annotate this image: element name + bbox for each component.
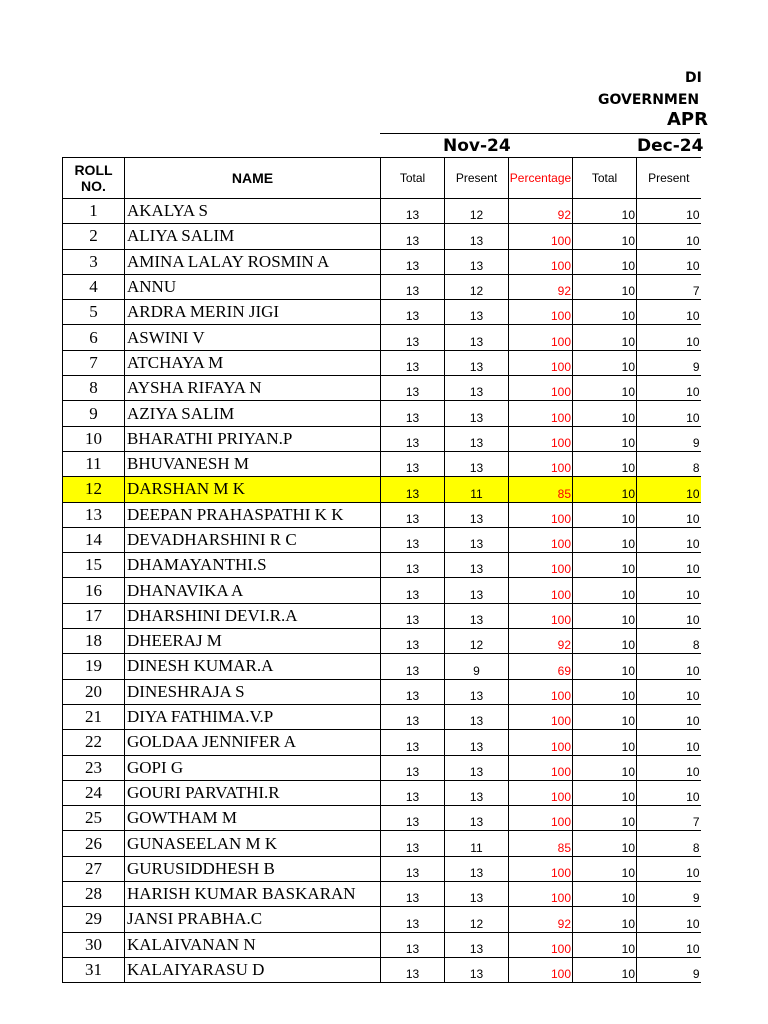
dec-present-cell: 9 bbox=[637, 426, 701, 451]
nov-percentage-cell: 100 bbox=[509, 679, 573, 704]
dec-present-cell: 10 bbox=[637, 553, 701, 578]
student-name-cell: ARDRA MERIN JIGI bbox=[125, 300, 381, 325]
nov-present-cell: 12 bbox=[445, 629, 509, 654]
student-name-cell: BHUVANESH M bbox=[125, 451, 381, 476]
roll-number-cell: 28 bbox=[63, 882, 125, 907]
nov-percentage-cell: 100 bbox=[509, 730, 573, 755]
nov-present-cell: 13 bbox=[445, 249, 509, 274]
table-row bbox=[63, 451, 701, 476]
nov-present-cell: 13 bbox=[445, 300, 509, 325]
nov-total-cell: 13 bbox=[381, 882, 445, 907]
dec-total-cell: 10 bbox=[573, 856, 637, 881]
table-row bbox=[63, 553, 701, 578]
roll-number-cell: 20 bbox=[63, 679, 125, 704]
dec-present-cell: 10 bbox=[637, 477, 701, 502]
dec-total-cell: 10 bbox=[573, 730, 637, 755]
nov-percentage-cell: 100 bbox=[509, 882, 573, 907]
nov-present-cell: 13 bbox=[445, 780, 509, 805]
dec-total-cell: 10 bbox=[573, 831, 637, 856]
dec-present-cell: 8 bbox=[637, 451, 701, 476]
roll-number-cell: 11 bbox=[63, 451, 125, 476]
student-name-cell: ATCHAYA M bbox=[125, 350, 381, 375]
table-row bbox=[63, 629, 701, 654]
dec-total-cell: 10 bbox=[573, 679, 637, 704]
roll-number-cell: 5 bbox=[63, 300, 125, 325]
dec-present-cell: 10 bbox=[637, 401, 701, 426]
dec-present-cell: 10 bbox=[637, 654, 701, 679]
nov-percentage-cell: 69 bbox=[509, 654, 573, 679]
nov-present-cell: 13 bbox=[445, 502, 509, 527]
nov-present-cell: 13 bbox=[445, 704, 509, 729]
dec-present-cell: 9 bbox=[637, 350, 701, 375]
nov-percentage-cell: 100 bbox=[509, 502, 573, 527]
dec-total-cell: 10 bbox=[573, 932, 637, 957]
nov-total-cell: 13 bbox=[381, 856, 445, 881]
column-header-present: Present bbox=[445, 158, 509, 199]
nov-present-cell: 13 bbox=[445, 957, 509, 982]
dec-present-cell: 10 bbox=[637, 249, 701, 274]
roll-number-cell: 10 bbox=[63, 426, 125, 451]
nov-present-cell: 11 bbox=[445, 831, 509, 856]
student-name-cell: BHARATHI PRIYAN.P bbox=[125, 426, 381, 451]
table-row bbox=[63, 856, 701, 881]
dec-present-cell: 7 bbox=[637, 806, 701, 831]
student-name-cell: DIYA FATHIMA.V.P bbox=[125, 704, 381, 729]
nov-present-cell: 13 bbox=[445, 679, 509, 704]
student-name-cell: GOWTHAM M bbox=[125, 806, 381, 831]
table-row bbox=[63, 426, 701, 451]
roll-number-cell: 15 bbox=[63, 553, 125, 578]
roll-number-cell: 21 bbox=[63, 704, 125, 729]
roll-number-cell: 24 bbox=[63, 780, 125, 805]
dec-present-cell: 10 bbox=[637, 376, 701, 401]
dec-total-cell: 10 bbox=[573, 274, 637, 299]
column-header-roll: ROLL NO. bbox=[63, 158, 125, 199]
nov-percentage-cell: 100 bbox=[509, 401, 573, 426]
nov-percentage-cell: 100 bbox=[509, 932, 573, 957]
heading-institution: GOVERNMEN bbox=[598, 92, 700, 108]
nov-percentage-cell: 100 bbox=[509, 806, 573, 831]
dec-total-cell: 10 bbox=[573, 350, 637, 375]
nov-total-cell: 13 bbox=[381, 502, 445, 527]
nov-percentage-cell: 100 bbox=[509, 300, 573, 325]
month-header-rule bbox=[380, 133, 700, 134]
dec-total-cell: 10 bbox=[573, 882, 637, 907]
nov-percentage-cell: 85 bbox=[509, 477, 573, 502]
student-name-cell: KALAIYARASU D bbox=[125, 957, 381, 982]
dec-present-cell: 10 bbox=[637, 300, 701, 325]
student-name-cell: DHANAVIKA A bbox=[125, 578, 381, 603]
nov-total-cell: 13 bbox=[381, 376, 445, 401]
column-header-name: NAME bbox=[125, 158, 381, 199]
nov-total-cell: 13 bbox=[381, 907, 445, 932]
roll-number-cell: 14 bbox=[63, 527, 125, 552]
dec-total-cell: 10 bbox=[573, 654, 637, 679]
student-name-cell: HARISH KUMAR BASKARAN bbox=[125, 882, 381, 907]
dec-present-cell: 8 bbox=[637, 629, 701, 654]
nov-present-cell: 13 bbox=[445, 325, 509, 350]
student-name-cell: DARSHAN M K bbox=[125, 477, 381, 502]
dec-total-cell: 10 bbox=[573, 224, 637, 249]
dec-present-cell: 10 bbox=[637, 199, 701, 224]
student-name-cell: AKALYA S bbox=[125, 199, 381, 224]
roll-number-cell: 30 bbox=[63, 932, 125, 957]
student-name-cell: AYSHA RIFAYA N bbox=[125, 376, 381, 401]
column-header-percentage: Percentage bbox=[509, 158, 573, 199]
roll-number-cell: 13 bbox=[63, 502, 125, 527]
roll-number-cell: 4 bbox=[63, 274, 125, 299]
student-name-cell: DHAMAYANTHI.S bbox=[125, 553, 381, 578]
table-row bbox=[63, 274, 701, 299]
table-row bbox=[63, 907, 701, 932]
column-header-total-dec: Total bbox=[573, 158, 637, 199]
nov-present-cell: 13 bbox=[445, 426, 509, 451]
nov-percentage-cell: 92 bbox=[509, 629, 573, 654]
nov-total-cell: 13 bbox=[381, 249, 445, 274]
table-row bbox=[63, 679, 701, 704]
student-name-cell: GOURI PARVATHI.R bbox=[125, 780, 381, 805]
nov-percentage-cell: 92 bbox=[509, 199, 573, 224]
dec-total-cell: 10 bbox=[573, 426, 637, 451]
table-row bbox=[63, 300, 701, 325]
month-label-dec: Dec-24 bbox=[637, 136, 704, 156]
dec-present-cell: 10 bbox=[637, 907, 701, 932]
nov-total-cell: 13 bbox=[381, 603, 445, 628]
student-name-cell: DINESH KUMAR.A bbox=[125, 654, 381, 679]
nov-present-cell: 9 bbox=[445, 654, 509, 679]
table-row bbox=[63, 654, 701, 679]
dec-present-cell: 9 bbox=[637, 957, 701, 982]
nov-percentage-cell: 85 bbox=[509, 831, 573, 856]
nov-total-cell: 13 bbox=[381, 730, 445, 755]
dec-present-cell: 10 bbox=[637, 502, 701, 527]
dec-present-cell: 9 bbox=[637, 882, 701, 907]
table-row bbox=[63, 704, 701, 729]
nov-total-cell: 13 bbox=[381, 401, 445, 426]
nov-present-cell: 12 bbox=[445, 274, 509, 299]
dec-present-cell: 10 bbox=[637, 325, 701, 350]
dec-total-cell: 10 bbox=[573, 477, 637, 502]
month-label-nov: Nov-24 bbox=[443, 136, 511, 156]
nov-present-cell: 13 bbox=[445, 401, 509, 426]
dec-total-cell: 10 bbox=[573, 957, 637, 982]
nov-total-cell: 13 bbox=[381, 300, 445, 325]
nov-percentage-cell: 100 bbox=[509, 527, 573, 552]
table-row bbox=[63, 376, 701, 401]
nov-total-cell: 13 bbox=[381, 199, 445, 224]
dec-present-cell: 10 bbox=[637, 730, 701, 755]
table-row bbox=[63, 603, 701, 628]
nov-total-cell: 13 bbox=[381, 224, 445, 249]
roll-number-cell: 1 bbox=[63, 199, 125, 224]
dec-present-cell: 10 bbox=[637, 578, 701, 603]
nov-total-cell: 13 bbox=[381, 274, 445, 299]
roll-number-cell: 7 bbox=[63, 350, 125, 375]
student-name-cell: GUNASEELAN M K bbox=[125, 831, 381, 856]
nov-percentage-cell: 100 bbox=[509, 603, 573, 628]
dec-present-cell: 10 bbox=[637, 780, 701, 805]
table-row bbox=[63, 882, 701, 907]
roll-number-cell: 9 bbox=[63, 401, 125, 426]
nov-percentage-cell: 100 bbox=[509, 224, 573, 249]
dec-total-cell: 10 bbox=[573, 780, 637, 805]
nov-total-cell: 13 bbox=[381, 325, 445, 350]
dec-total-cell: 10 bbox=[573, 199, 637, 224]
nov-present-cell: 13 bbox=[445, 350, 509, 375]
nov-percentage-cell: 100 bbox=[509, 451, 573, 476]
nov-present-cell: 12 bbox=[445, 199, 509, 224]
attendance-table bbox=[62, 157, 701, 983]
nov-percentage-cell: 100 bbox=[509, 780, 573, 805]
nov-percentage-cell: 100 bbox=[509, 325, 573, 350]
nov-present-cell: 11 bbox=[445, 477, 509, 502]
dec-total-cell: 10 bbox=[573, 578, 637, 603]
dec-present-cell: 10 bbox=[637, 704, 701, 729]
nov-present-cell: 13 bbox=[445, 806, 509, 831]
nov-total-cell: 13 bbox=[381, 932, 445, 957]
roll-number-cell: 25 bbox=[63, 806, 125, 831]
dec-total-cell: 10 bbox=[573, 603, 637, 628]
nov-total-cell: 13 bbox=[381, 527, 445, 552]
nov-present-cell: 13 bbox=[445, 553, 509, 578]
roll-number-cell: 12 bbox=[63, 477, 125, 502]
table-row bbox=[63, 957, 701, 982]
nov-percentage-cell: 92 bbox=[509, 274, 573, 299]
student-name-cell: DHEERAJ M bbox=[125, 629, 381, 654]
nov-present-cell: 12 bbox=[445, 907, 509, 932]
dec-present-cell: 10 bbox=[637, 856, 701, 881]
nov-total-cell: 13 bbox=[381, 704, 445, 729]
table-row bbox=[63, 199, 701, 224]
table-row bbox=[63, 224, 701, 249]
nov-present-cell: 13 bbox=[445, 578, 509, 603]
nov-present-cell: 13 bbox=[445, 224, 509, 249]
table-body bbox=[63, 199, 701, 983]
nov-present-cell: 13 bbox=[445, 755, 509, 780]
heading-line-3: APR bbox=[667, 109, 708, 130]
student-name-cell: KALAIVANAN N bbox=[125, 932, 381, 957]
table-row bbox=[63, 932, 701, 957]
nov-present-cell: 13 bbox=[445, 376, 509, 401]
nov-percentage-cell: 100 bbox=[509, 957, 573, 982]
nov-total-cell: 13 bbox=[381, 957, 445, 982]
nov-percentage-cell: 92 bbox=[509, 907, 573, 932]
student-name-cell: GOLDAA JENNIFER A bbox=[125, 730, 381, 755]
nov-total-cell: 13 bbox=[381, 755, 445, 780]
dec-total-cell: 10 bbox=[573, 502, 637, 527]
nov-present-cell: 13 bbox=[445, 730, 509, 755]
nov-total-cell: 13 bbox=[381, 578, 445, 603]
table-row bbox=[63, 527, 701, 552]
table-row bbox=[63, 755, 701, 780]
nov-total-cell: 13 bbox=[381, 426, 445, 451]
roll-number-cell: 2 bbox=[63, 224, 125, 249]
table-row bbox=[63, 477, 701, 502]
dec-total-cell: 10 bbox=[573, 907, 637, 932]
nov-percentage-cell: 100 bbox=[509, 553, 573, 578]
table-row bbox=[63, 325, 701, 350]
dec-total-cell: 10 bbox=[573, 629, 637, 654]
dec-total-cell: 10 bbox=[573, 376, 637, 401]
student-name-cell: ASWINI V bbox=[125, 325, 381, 350]
nov-percentage-cell: 100 bbox=[509, 755, 573, 780]
roll-number-cell: 26 bbox=[63, 831, 125, 856]
nov-percentage-cell: 100 bbox=[509, 376, 573, 401]
nov-present-cell: 13 bbox=[445, 856, 509, 881]
dec-total-cell: 10 bbox=[573, 527, 637, 552]
dec-total-cell: 10 bbox=[573, 451, 637, 476]
dec-present-cell: 10 bbox=[637, 224, 701, 249]
roll-number-cell: 23 bbox=[63, 755, 125, 780]
roll-number-cell: 3 bbox=[63, 249, 125, 274]
roll-number-cell: 19 bbox=[63, 654, 125, 679]
student-name-cell: DEVADHARSHINI R C bbox=[125, 527, 381, 552]
dec-total-cell: 10 bbox=[573, 249, 637, 274]
roll-number-cell: 6 bbox=[63, 325, 125, 350]
nov-percentage-cell: 100 bbox=[509, 350, 573, 375]
roll-number-cell: 16 bbox=[63, 578, 125, 603]
dec-total-cell: 10 bbox=[573, 401, 637, 426]
dec-present-cell: 10 bbox=[637, 755, 701, 780]
dec-present-cell: 10 bbox=[637, 527, 701, 552]
dec-present-cell: 8 bbox=[637, 831, 701, 856]
student-name-cell: DHARSHINI DEVI.R.A bbox=[125, 603, 381, 628]
heading-line-1: DI bbox=[685, 70, 702, 86]
nov-present-cell: 13 bbox=[445, 603, 509, 628]
student-name-cell: ALIYA SALIM bbox=[125, 224, 381, 249]
nov-present-cell: 13 bbox=[445, 882, 509, 907]
table-row bbox=[63, 249, 701, 274]
dec-total-cell: 10 bbox=[573, 300, 637, 325]
nov-percentage-cell: 100 bbox=[509, 249, 573, 274]
roll-number-cell: 31 bbox=[63, 957, 125, 982]
dec-total-cell: 10 bbox=[573, 325, 637, 350]
roll-number-cell: 17 bbox=[63, 603, 125, 628]
nov-total-cell: 13 bbox=[381, 806, 445, 831]
dec-total-cell: 10 bbox=[573, 553, 637, 578]
roll-number-cell: 22 bbox=[63, 730, 125, 755]
table-row bbox=[63, 578, 701, 603]
nov-total-cell: 13 bbox=[381, 629, 445, 654]
student-name-cell: JANSI PRABHA.C bbox=[125, 907, 381, 932]
student-name-cell: GURUSIDDHESH B bbox=[125, 856, 381, 881]
nov-present-cell: 13 bbox=[445, 527, 509, 552]
roll-number-cell: 27 bbox=[63, 856, 125, 881]
nov-total-cell: 13 bbox=[381, 477, 445, 502]
nov-total-cell: 13 bbox=[381, 350, 445, 375]
dec-total-cell: 10 bbox=[573, 704, 637, 729]
dec-total-cell: 10 bbox=[573, 755, 637, 780]
nov-present-cell: 13 bbox=[445, 932, 509, 957]
table-row bbox=[63, 730, 701, 755]
column-header-total: Total bbox=[381, 158, 445, 199]
student-name-cell: DINESHRAJA S bbox=[125, 679, 381, 704]
dec-total-cell: 10 bbox=[573, 806, 637, 831]
nov-total-cell: 13 bbox=[381, 780, 445, 805]
table-row bbox=[63, 831, 701, 856]
nov-percentage-cell: 100 bbox=[509, 426, 573, 451]
nov-percentage-cell: 100 bbox=[509, 578, 573, 603]
nov-total-cell: 13 bbox=[381, 451, 445, 476]
dec-present-cell: 7 bbox=[637, 274, 701, 299]
table-row bbox=[63, 350, 701, 375]
dec-present-cell: 10 bbox=[637, 603, 701, 628]
table-row bbox=[63, 502, 701, 527]
table-row bbox=[63, 780, 701, 805]
nov-total-cell: 13 bbox=[381, 679, 445, 704]
nov-total-cell: 13 bbox=[381, 654, 445, 679]
roll-number-cell: 18 bbox=[63, 629, 125, 654]
roll-number-cell: 8 bbox=[63, 376, 125, 401]
student-name-cell: AMINA LALAY ROSMIN A bbox=[125, 249, 381, 274]
nov-total-cell: 13 bbox=[381, 831, 445, 856]
dec-present-cell: 10 bbox=[637, 679, 701, 704]
nov-percentage-cell: 100 bbox=[509, 704, 573, 729]
nov-present-cell: 13 bbox=[445, 451, 509, 476]
table-row bbox=[63, 806, 701, 831]
header-row bbox=[63, 158, 701, 199]
nov-percentage-cell: 100 bbox=[509, 856, 573, 881]
student-name-cell: DEEPAN PRAHASPATHI K K bbox=[125, 502, 381, 527]
table-row bbox=[63, 401, 701, 426]
student-name-cell: ANNU bbox=[125, 274, 381, 299]
dec-present-cell: 10 bbox=[637, 932, 701, 957]
nov-total-cell: 13 bbox=[381, 553, 445, 578]
student-name-cell: AZIYA SALIM bbox=[125, 401, 381, 426]
student-name-cell: GOPI G bbox=[125, 755, 381, 780]
column-header-present-dec: Present bbox=[637, 158, 701, 199]
roll-number-cell: 29 bbox=[63, 907, 125, 932]
